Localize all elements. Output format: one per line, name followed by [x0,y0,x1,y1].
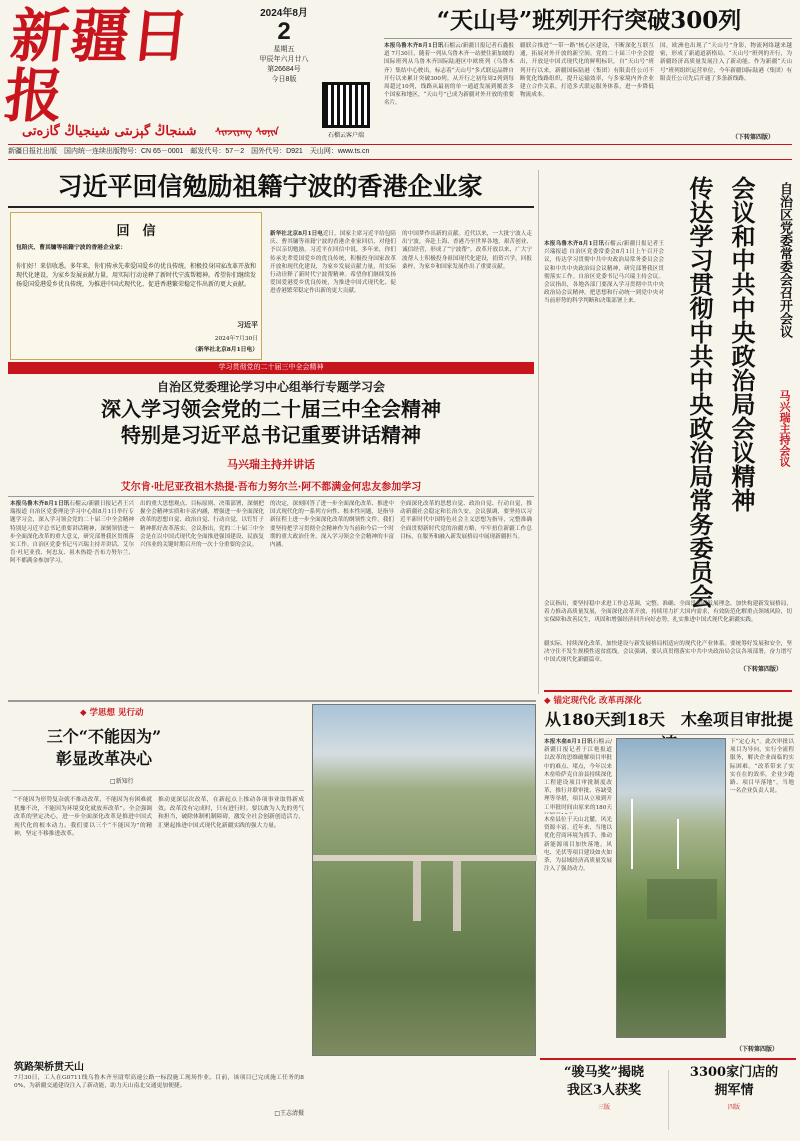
side-col-b: 会议指出，要坚持稳中求进工作总基调，完整、准确、全面贯彻新发展理念，加快构建新发展格局，着力推动高质量发展，全面深化改革开放，持续用力扩大国内需求，有效防范化解重点领域风险，切实保障和改善民生，巩固和增强经济回升向好态势，扎实推进中国式现代化新疆实践。 [544,601,792,624]
reform-rule [544,690,792,692]
lead-news-col1 [270,230,396,358]
top-story-rule [384,38,792,39]
reform-tag-text: 锚定现代化 改革再深化 [553,696,642,706]
masthead-scripts [8,120,308,142]
top-story-col2: 疆联合推进“一带一路”核心区建设，不断深化互联互通，拓展对外开放的新空间。党的二十届三中全会提出，开放是中国式现代化的鲜明标识。自“天山号”班列开行以来，新疆国际陆港（集团）有限责任公司不断优化线路组织，提升运输效率，与多家境内外企业建立合作关系，打造多式联运服务体系，进一步降低物流成本。 [520,43,654,99]
side-title-line1[interactable]: 传达学习贯彻中共中央政治局常务委员会 [685,176,714,608]
reform-title[interactable]: 从180天到18天 木垒项目审批提 [545,710,793,729]
reform-subrule [544,734,794,735]
side-bottom-text: 疆实际，持续深化改革，加快建设与新发展格局相适应的现代化产业体系。要统筹好发展和安全，坚决守住不发生规模性返贫底线。会议强调，要认真贯彻落实中共中央政治局会议各项部署，奋力谱写中国式现代化新疆篇章。 [544,641,792,664]
top-story-text1: 石榴云/新疆日报记者石鑫报道 7月30日，随着一列从乌鲁木齐一站驶往新加坡的国际班列从乌鲁木齐国际陆港区中欧班列（乌鲁木齐）集结中心驶出，标志着“天山号”多式联运品牌自开行以来累计突破300列。从开行之初每周2列到每周超过10列，线路从最初的单一通道发展到覆盖多个国家和地区，“天山号”已成为新疆对外开放的重要名片。 [384,43,514,107]
teaser-2-line1: 3300家门店的 [689,1065,779,1080]
qr-caption: 石榴云客户端 [327,133,364,139]
teaser-1-line2: 我区3人获奖 [566,1083,642,1098]
opinion-byline: □新知行 [110,778,134,785]
teaser-1-page: 三版 [597,1104,610,1111]
feature-dateline: 本报乌鲁木齐8月1日讯 [10,501,70,507]
lead-story-rule [8,206,534,208]
date-day: 2 [277,18,291,45]
feature-col4: 全面深化改革的思想自觉、政治自觉、行动自觉，推动新疆社会稳定和长治久安。会议强调，要坚持以习近平新时代中国特色社会主义思想为指导，完整准确全面贯彻新时代党的治疆方略，牢牢扭住新疆工作总目标，在服务和融入新发展格局中展现新疆担当。 [400,501,532,540]
photo-news-caption: 7月30日，工人在G0711线乌鲁木齐至尉犁高速公路一标段施工现场作业。目前，该项目已完成施工任务的80%，为新疆交通建设注入了新动能，助力天山南北交通更加便捷。 [14,1075,304,1089]
masthead-kazakh: شينجياڭ گازەتى [22,124,110,139]
top-story-dateline: 本报乌鲁木齐8月1日讯 [384,43,444,49]
reform-col-a [544,738,612,814]
lead-news-dateline: 新华社北京8月1日电 [270,231,323,237]
reform-dateline: 本报木垒8月1日讯 [544,739,593,745]
top-story-col1 [384,42,514,142]
feature-title-line1[interactable]: 深入学习领会党的二十届三中全会精神 [101,397,441,421]
date-weekday: 星期五 [273,46,295,53]
bridge-pier-icon [413,861,421,921]
teaser-rule [540,1058,796,1060]
reform-photo-wind-farm[interactable] [616,738,726,1038]
date-block [248,4,320,100]
letter-signature: 习近平 [237,320,258,329]
column-divider [538,170,539,694]
opinion-rule [12,790,304,791]
wind-turbine-icon [631,799,633,869]
feature-col1 [10,500,134,696]
feature-col2: 出的重大思想观点、目标原则、决策部署，深刻把握全会精神实质和丰富内涵，增强进一步全面深化改革的思想自觉、政治自觉、行动自觉，以钉钉子精神抓好改革落实。会议指出，党的二十届三中全会是在以中国式现代化全面推进强国建设、民族复兴伟业的关键时期召开的一次十分重要的会议。 [140,501,264,549]
opinion-title-line2[interactable]: 彰显改革决心 [55,749,152,768]
side-more[interactable]: （下转第四版） [740,667,783,673]
opinion-col-a: “不能因为形势复杂就不推动改革，不能因为有困难就犹豫不决，不能因为环境变化就放弃改革”。全会强调改革的坚定决心，进一步全面深化改革是推进中国式现代化的根本动力。我们要以三个“不能因为”的精神，坚定不移推进改革。 [14,797,152,838]
qr-code-icon[interactable] [322,82,370,128]
reform-col-a-text: 石榴云/新疆日报记者于江艳报道 以改革的思维破解项目审批中的难点、堵点，今年以来木垒哈萨克自治县持续深化工程建设项目审批制度改革，推行并联审批、容缺受理等举措，项目从立项到开工审批时间由原来的180天 [544,739,612,811]
reform-col-b: 下“定心丸”。此次审批以项目为导向，实行全流程服务，解决企业面临的实际困难。“改革带来了实实在在的效率，企业少跑路、项目早落地”，当地一名企业负责人说。 [730,739,794,795]
side-title-line2[interactable]: 会议和中共中央政治局会议精神 [727,176,756,512]
side-title-kicker: 自治区党委常委会召开会议 [777,182,792,338]
side-dateline: 本报乌鲁木齐8月1日讯 [544,241,605,247]
opinion-tag-icon: ◆ [80,708,87,718]
masthead-mongol: ᠰᠢᠨᠵᠢᠶᠠᠩ ᠰᠣᠨᠢᠨ [215,127,279,138]
date-year-month: 2024年8月 [260,8,308,19]
publication-info-bar: 新疆日报社出版 国内统一连续出版物号：CN 65－0001 邮发代号：57－2 国外代号：D921 天山网：www.ts.cn [8,144,792,160]
section-band-label: 学习贯彻党的二十届三中全会精神 [8,362,534,374]
opinion-tag-text: 学思想 见行动 [89,708,144,718]
letter-source: （新华社北京8月1日电） [191,347,258,353]
teaser-2-line2: 拥军情 [714,1083,754,1098]
bridge-pier-icon [453,861,461,931]
feature-kicker: 自治区党委理论学习中心组举行专题学习会 [156,380,385,394]
letter-date: 2024年7月30日 [214,336,258,342]
field-icon [647,879,717,919]
opinion-title-line1[interactable]: 三个“不能因为” [46,727,162,746]
lead-story-title[interactable]: 习近平回信勉励祖籍宁波的香港企业家 [57,172,483,201]
reform-col-c: 木垒县位于天山北麓，风光资源丰富。近年来，当地以优化营商环境为抓手，推动新能源项目加快落地，风电、光伏等项目建设如火如荼，为县域经济高质量发展注入了强劲动力。 [544,817,612,873]
photo-news-highway-construction[interactable] [312,704,536,1056]
photo-news-credit: □王志清摄 [274,1110,304,1117]
feature-col1-text: 石榴云/新疆日报记者王兴瑞报道 自治区党委理论学习中心组8月1日举行专题学习会，深入学习领会党的二十届三中全会精神特别是习近平总书记重要讲话精神，深刻领悟进一步全面深化改革的重大意义，研究部署我区贯彻落实工作。自治区党委书记马兴瑞主持并讲话。艾尔肯·吐尼亚孜、何忠友、祖木热提·吾布力努尔兰、阿不都满金参加学习。 [10,501,134,565]
teaser-card-2[interactable] [676,1064,792,1136]
bridge-icon [313,855,537,861]
feature-subtitle: 马兴瑞主持并讲话 [227,458,315,471]
teaser-1-line1: “骏马奖”揭晓 [564,1065,644,1080]
photo-news-title[interactable]: 筑路架桥贯天山 [14,1062,84,1073]
side-col-a-text: 石榴云/新疆日报记者王兴瑞报道 自治区党委常委会8月1日上午召开会议，传达学习贯彻中共中央政治局常务委员会会议和中共中央政治局会议精神，研究部署我区贯彻落实工作。自治区党委书记马兴瑞主持会议。会议指出，各地各部门要深入学习贯彻中共中央政治局会议精神，把思想和行动统一到党中央对当前形势的科学判断和决策部署上来。 [544,241,664,305]
opinion-col-b: 推动更深层次改革，在新起点上推动各项事业取得新成效。改革没有完成时，只有进行时。要以敢为人先的勇气和担当，破除体制机制障碍，激发全社会创新创造活力，汇聚起推进中国式现代化新疆实践的强大力量。 [158,797,304,829]
letter-body: 你们好！来信收悉。多年来，你们传承先辈爱国爱乡的优良传统，积极投身国家改革开放和现代化建设，为家乡发展贡献力量，用实际行动诠释了新时代宁波帮精神。希望你们继续发扬爱国爱港爱乡优良传统，为推进中国式现代化、促进香港繁荣稳定作出新的更大贡献。 [16,263,256,288]
reform-tag [544,694,684,706]
letter-greeting: 包陪庆、曹其镛等祖籍宁波的香港企业家： [16,245,127,251]
masthead-title: 新疆日报 [1,2,195,130]
date-lunar: 甲辰年六月廿八 [259,56,309,63]
date-pages: 今日8版 [271,76,297,83]
side-title-sub: 马兴瑞主持会议 [778,390,791,467]
lead-news-col2: 的中国梦作出新的贡献。近代以来，一大批宁波人走出宁波，奔赴上海、香港乃至世界各地，艰苦创业、诚信经营，形成了“宁波帮”。改革开放以来，广大宁波帮人士积极投身祖国现代化建设，捐资兴学，回报桑梓，为家乡和国家发展作出了重要贡献。 [402,231,532,270]
bottom-section-rule [8,700,536,702]
feature-title-line2[interactable]: 特别是习近平总书记重要讲话精神 [121,423,421,447]
letter-heading: 回 信 [116,224,156,239]
top-story-col3: 国，欧洲也出现了“天山号”身影，物流网络越来越密，形成了新通道新格局。“天山号”班列的开行，为新疆经济高质量发展注入了新动能。作为新疆“天山号”班列组织运营单位，今年新疆国际陆港（集团）有限责任公司先后开通了多条新线路。 [660,43,792,82]
top-story-title[interactable]: “天山号”班列开行突破300列 [436,7,742,34]
teaser-divider [668,1070,669,1130]
lead-news-text: 近日，国家主席习近平给包陪庆、曹其镛等祖籍宁波的香港企业家回信，对他们予以亲切勉励。习近平在回信中说，多年来，你们传承先辈爱国爱乡的优良传统，积极投身国家改革开放和现代化建设，为家乡发展贡献力量，用实际行动诠释了新时代宁波帮精神。希望你们继续发扬爱国爱港爱乡优良传统，为推进中国式现代化、促进香港繁荣稳定作出新的更大贡献。 [270,231,396,295]
feature-rule [8,496,534,497]
wind-turbine-icon [677,819,679,869]
teaser-2-page: 四版 [727,1104,740,1111]
teaser-card-1[interactable] [548,1064,660,1136]
opinion-tag [80,706,230,718]
feature-attendees: 艾尔肯·吐尼亚孜祖木热提·吾布力努尔兰·阿不都满金何忠友参加学习 [120,482,422,493]
masthead-uyghur: شىنجاڭ گېزىتى [114,124,197,139]
feature-col3: 的决定，深刻回答了进一步全面深化改革、推进中国式现代化的一系列方向性、根本性问题，是指导新征程上进一步全面深化改革的纲领性文件。我们要坚持把学习贯彻全会精神作为当前和今后一个时期的重大政治任务，深入学习领会全会精神的丰富内涵。 [270,501,394,549]
reform-more[interactable]: （下转第四版） [736,1047,779,1053]
date-issue: 第26684号 [267,66,301,73]
top-story-more[interactable]: （下转第四版） [732,135,775,141]
reform-tag-icon: ◆ [544,696,551,706]
side-col-a [544,240,664,600]
